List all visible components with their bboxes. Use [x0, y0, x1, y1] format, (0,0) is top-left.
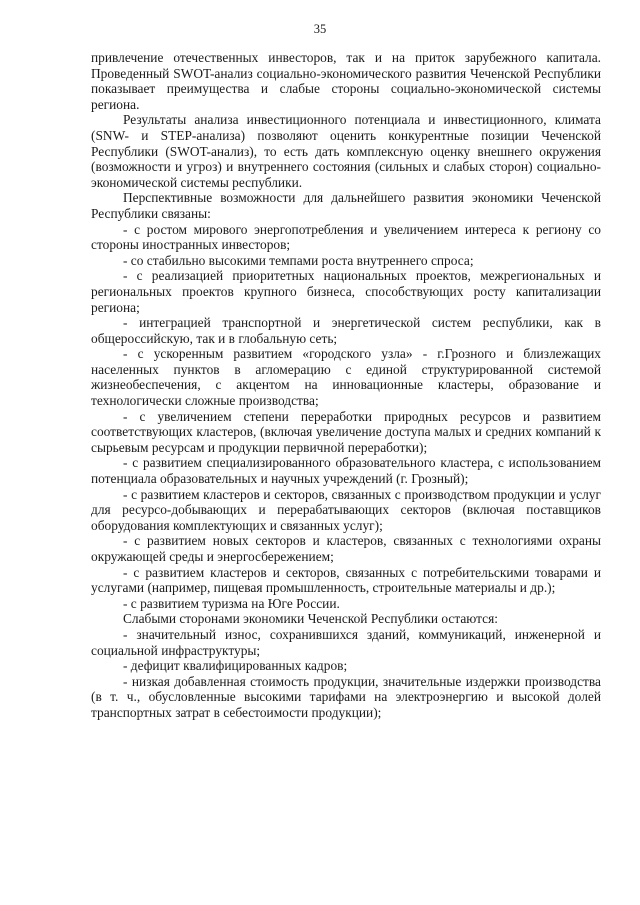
list-item: - с ускоренным развитием «городского узла» - г.Грозного и близлежащих населенных пунктов в агломерацию с единой структурированной системой жизнеобеспечения, с акцентом на инновационные кластеры, образование и технологически сложные производства; [91, 346, 601, 409]
page-number: 35 [313, 22, 327, 36]
paragraph: Перспективные возможности для дальнейшего развития экономики Чеченской Республики связаны: [91, 190, 601, 221]
list-item: - с развитием специализированного образовательного кластера, с использованием потенциала образовательных и научных учреждений (г. Грозный); [91, 455, 601, 487]
paragraph: Результаты анализа инвестиционного потенциала и инвестиционного, климата (SNW- и STEP-анализа) позволяют оценить конкурентные позиции Чеченской Республики (SWOT-анализ), то есть дать комплексную оценку внешнего окружения (возможности и угроз) и внутреннего состояния (сильных и слабых сторон) социально-экономической системы республики. [91, 112, 601, 190]
list-item: - с развитием новых секторов и кластеров, связанных с технологиями охраны окружающей среды и энергосбережением; [91, 533, 601, 564]
list-item: - с развитием кластеров и секторов, связанных с производством продукции и услуг для ресурсо-добывающих и перерабатывающих секторов (включая поставщиков оборудования комплектующих и связанных услуг); [91, 486, 601, 533]
list-item: - с реализацией приоритетных национальных проектов, межрегиональных и региональных проектов крупного бизнеса, способствующих росту капитализации региона; [91, 268, 601, 315]
list-item: - с развитием туризма на Юге России. [123, 595, 340, 611]
list-item: - значительный износ, сохранившихся зданий, коммуникаций, инженерной и социальной инфраструктуры; [91, 626, 601, 658]
paragraph: привлечение отечественных инвесторов, так и на приток зарубежного капитала. Проведенный SWOT-анализ социально-экономического развития Чеченской Республики показывает преимущества и слабые стороны социально-экономической системы региона. [91, 50, 601, 112]
list-item: - низкая добавленная стоимость продукции, значительные издержки производства (в т. ч., обусловленные высокими тарифами на электроэнергию и высокой долей транспортных затрат в себестоимости продукции); [91, 673, 601, 720]
list-item: - с ростом мирового энергопотребления и увеличением интереса к региону со стороны иностранных инвесторов; [91, 221, 601, 253]
list-item: - с увеличением степени переработки природных ресурсов и развитием соответствующих кластеров, (включая увеличение доступа малых и средних компаний к сырьевым ресурсам и продукции первичной переработки); [91, 408, 601, 455]
list-item: - интеграцией транспортной и энергетической систем республики, как в общероссийскую, так и в глобальную сеть; [91, 315, 601, 346]
paragraph: Слабыми сторонами экономики Чеченской Республики остаются: [123, 611, 498, 627]
list-item: - со стабильно высокими темпами роста внутреннего спроса; [123, 252, 474, 268]
list-item: - дефицит квалифицированных кадров; [123, 658, 348, 674]
document-body [91, 50, 601, 721]
list-item: - с развитием кластеров и секторов, связанных с потребительскими товарами и услугами (например, пищевая промышленность, строительные материалы и др.); [91, 564, 601, 596]
